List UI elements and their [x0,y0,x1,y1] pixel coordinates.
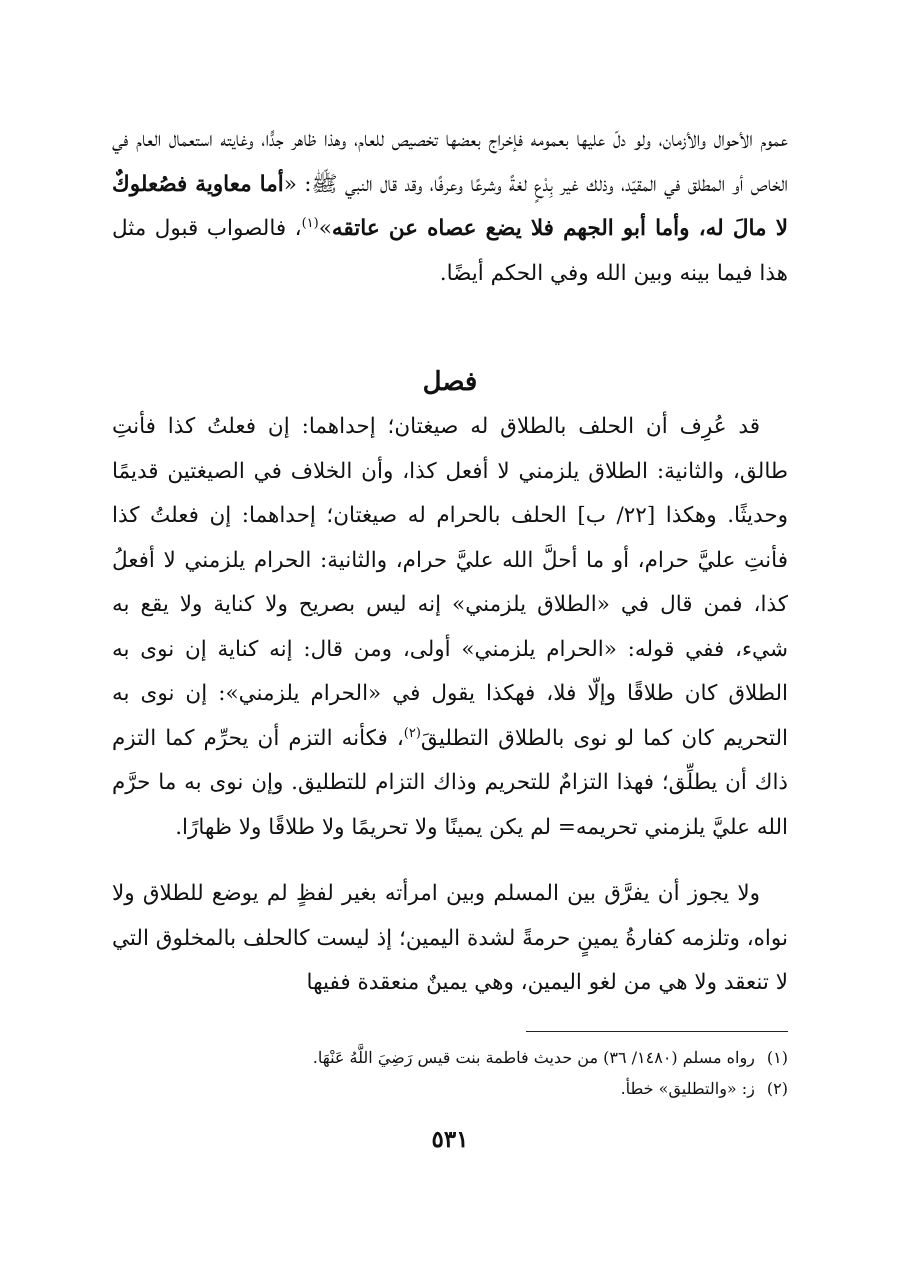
paragraph-1-text-b: » [318,216,332,241]
footnote-ref-2[interactable]: (٢) [403,725,421,741]
footnote-1 [112,1042,788,1073]
paragraph-2-text-a: قد عُرِف أن الحلف بالطلاق له صيغتان؛ إحداهما: إن فعلتُ كذا فأنتِ طالق، والثانية: الطلاق يلزمني لا أفعل كذا، وأن الخلاف في الصيغتين قديمًا وحديثًا. وهكذا [٢٢/ ب] الحلف بالحرام له صيغتان؛ إحداهما: إن فعلتُ كذا فأنتِ عليَّ حرام، أو ما أحلَّ الله عليَّ حرام، والثانية: الحرام يلزمني لا أفعلُ كذا، فمن قال في «الطلاق يلزمني» إنه ليس بصريح ولا كناية ولا يقع به شيء، ففي قوله: «الحرام يلزمني» أولى، ومن قال: إنه كناية إن نوى به الطلاق كان طلاقًا وإلّا فلا، فهكذا يقول في «الحرام يلزمني»: إن نوى به التحريم كان كما لو نوى بالطلاق التطليقَ [112,414,789,751]
paragraph-1 [112,118,788,296]
footnotes [112,1042,788,1104]
paragraph-2 [112,405,788,850]
paragraph-1-text-a: عموم الأحوال والأزمان، ولو دلّ عليها بعمومه فإخراج بعضها تخصيص للعام، وهذا ظاهر جدًّا، وغايته استعمال العام في الخاص أو المطلق في المقيّد، وذلك غير بِدْعٍ لغةً وشرعًا وعرفًا، وقد قال النبي ﷺ: « [112,127,788,197]
footnote-text: رواه مسلم (١٤٨٠/ ٣٦) من حديث فاطمة بنت قيس رَضِيَ اللَّهُ عَنْهَا. [312,1048,755,1067]
paragraph-2-text-b: ، فكأنه التزم أن يحرِّم كما التزم ذاك أن يطلِّق؛ فهذا التزامٌ للتحريم وذاك التزام للتطليق. وإن نوى به ما حرَّم الله عليَّ يلزمني تحريمه= لم يكن يمينًا ولا تحريمًا ولا طلاقًا ولا ظهارًا. [112,725,788,840]
footnote-ref-1[interactable]: (١) [301,215,319,231]
hadith-quote: أما معاوية فصُعلوكٌ لا مالَ له، وأما أبو الجهم فلا يضع عصاه عن عاتقه [112,171,788,241]
footnote-divider [526,1031,788,1032]
footnote-text: ز: «والتطليق» خطأ. [620,1079,755,1098]
page-number: ٥٣١ [431,1126,469,1153]
footnote-number: (١) [766,1048,788,1067]
paragraph-1-text-c: ، فالصواب قبول مثل هذا فيما بينه وبين الله وفي الحكم أيضًا. [112,216,788,286]
footnote-number: (٢) [766,1079,788,1098]
section-heading: فصل [422,367,478,397]
footnote-2 [112,1073,788,1104]
paragraph-3: ولا يجوز أن يفرَّق بين المسلم وبين امرأته بغير لفظٍ لم يوضع للطلاق ولا نواه، وتلزمه كفارةُ يمينٍ حرمةً لشدة اليمين؛ إذ ليست كالحلف بالمخلوق التي لا تنعقد ولا هي من لغو اليمين، وهي يمينٌ منعقدة ففيها [112,881,788,995]
